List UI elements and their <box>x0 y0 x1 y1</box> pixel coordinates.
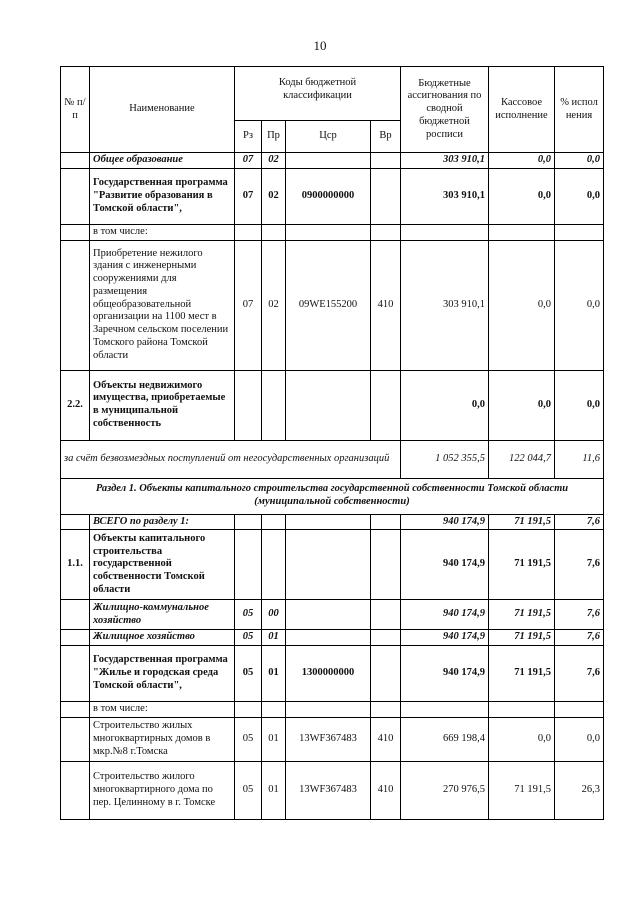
header-vr: Вр <box>371 121 401 153</box>
table-row: Общее образование 07 02 303 910,1 0,0 0,0 <box>61 153 604 169</box>
table-row: Приобретение нежилого здания с инженерными сооружениями для размещения общеобразовательной организации на 1100 мест в Заречном сельском поселении Томского района Томской области 07 02 09WE155200 410 303 910,1 0,0 0,0 <box>61 240 604 370</box>
table-row: ВСЕГО по разделу 1: 940 174,9 71 191,5 7,6 <box>61 514 604 530</box>
table-row: за счёт безвозмездных поступлений от негосударственных организаций 1 052 355,5 122 044,7 11,6 <box>61 440 604 478</box>
header-row-1 <box>61 67 604 121</box>
page-number: 10 <box>313 38 327 53</box>
budget-table <box>60 66 604 820</box>
table-row: Строительство жилых многоквартирных домов в мкр.№8 г.Томска 05 01 13WF367483 410 669 198,4 0,0 0,0 <box>61 717 604 761</box>
header-pr: Пр <box>262 121 286 153</box>
header-name: Наименование <box>90 67 235 153</box>
header-rz: Рз <box>235 121 262 153</box>
table-row: 1.1. Объекты капитального строительства государственной собственности Томской области 940 174,9 71 191,5 7,6 <box>61 530 604 600</box>
table-row: Строительство жилого многоквартирного дома по пер. Целинному в г. Томске 05 01 13WF367483 410 270 976,5 71 191,5 26,3 <box>61 761 604 819</box>
table-row: Жилищное хозяйство 05 01 940 174,9 71 191,5 7,6 <box>61 630 604 646</box>
header-codes: Коды бюджетной классификации <box>235 67 401 121</box>
section-heading: Раздел 1. Объекты капитального строительства государственной собственности Томской области (муниципальной собственности) <box>61 478 604 514</box>
header-cash: Кассовое исполнение <box>489 67 555 153</box>
table-row: Государственная программа "Жилье и городская среда Томской области", 05 01 1300000000 940 174,9 71 191,5 7,6 <box>61 646 604 702</box>
header-num: № п/п <box>61 67 90 153</box>
table-row: Жилищно-коммунальное хозяйство 05 00 940 174,9 71 191,5 7,6 <box>61 600 604 630</box>
table-row: в том числе: <box>61 224 604 240</box>
header-allocations: Бюджетные ассигнования по сводной бюджетной росписи <box>401 67 489 153</box>
table-row: 2.2. Объекты недвижимого имущества, приобретаемые в муниципальной собственность 0,0 0,0 0,0 <box>61 370 604 440</box>
table-row: Государственная программа "Развитие образования в Томской области", 07 02 0900000000 303 910,1 0,0 0,0 <box>61 168 604 224</box>
header-csr: Цср <box>286 121 371 153</box>
header-percent: % испол нения <box>555 67 604 153</box>
table-row: в том числе: <box>61 702 604 718</box>
